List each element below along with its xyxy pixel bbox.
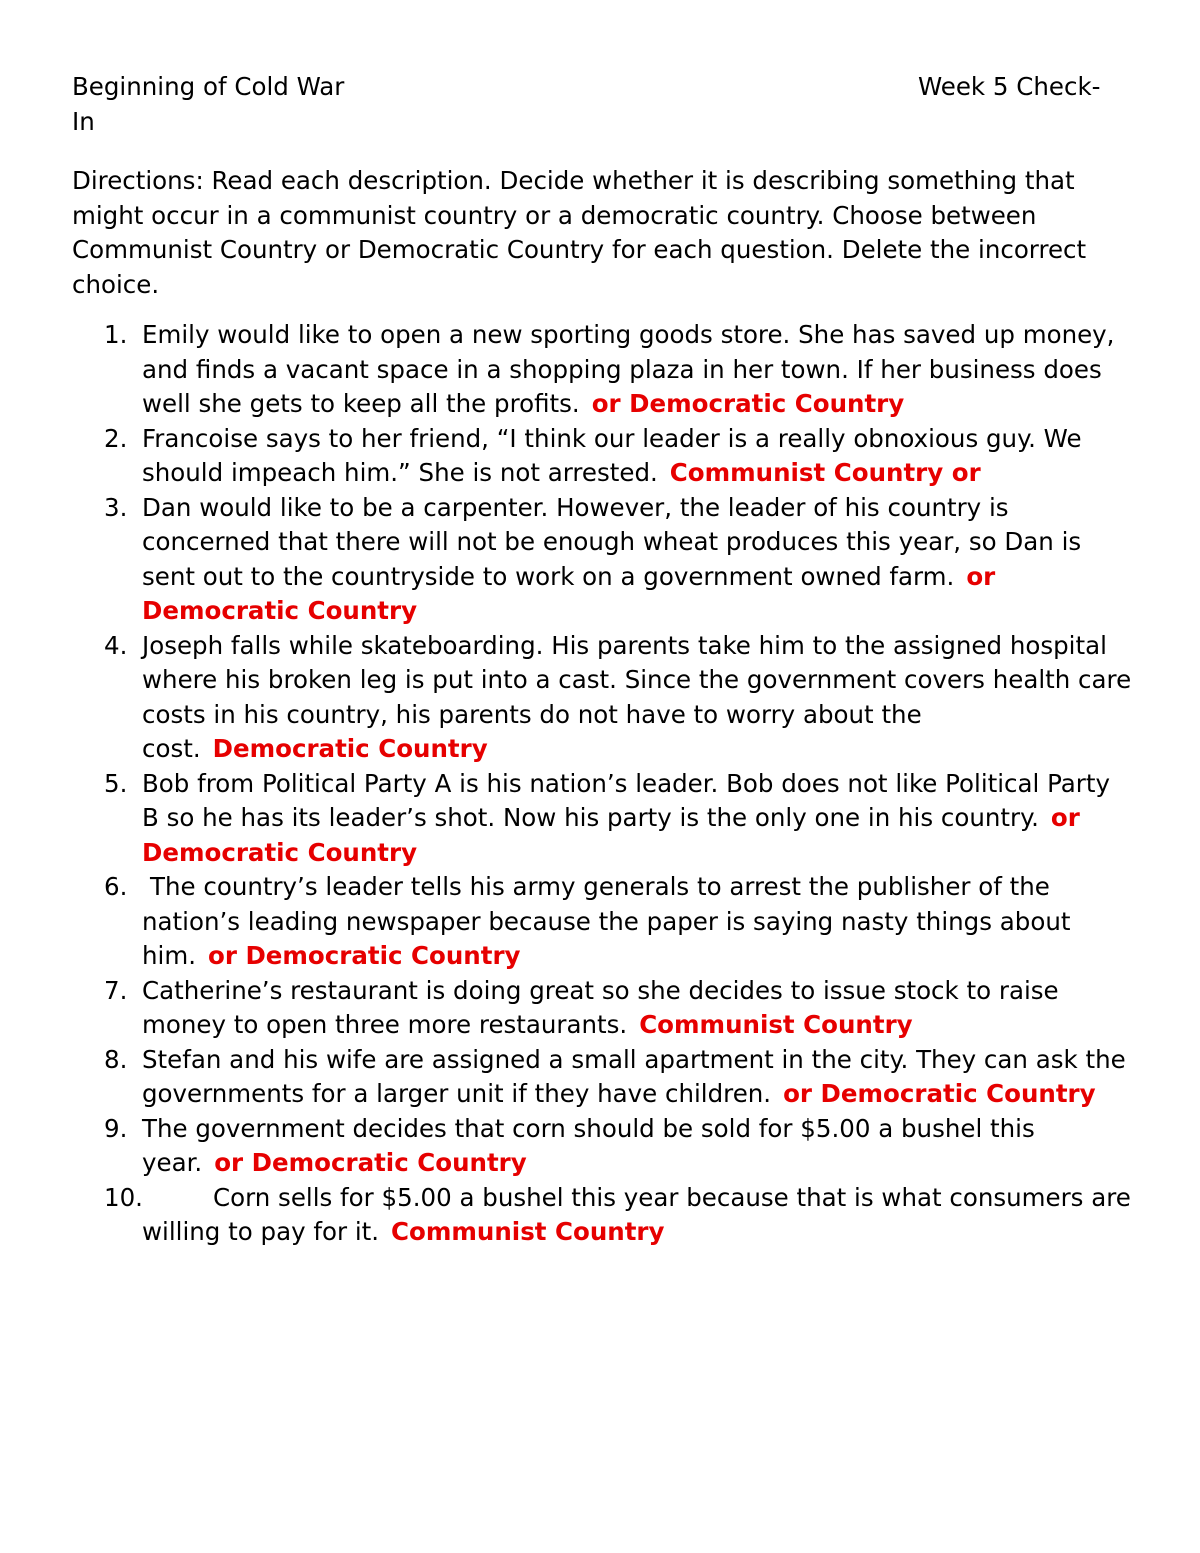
question-text: Dan would like to be a carpenter. However, the leader of his country is concerned that there will not be enough wheat produces this year, so Dan is sent out to the countryside to work on a government owned farm.: [142, 492, 1082, 591]
question-text: The government decides that corn should be sold for $5.00 a bushel this year.: [142, 1113, 1035, 1177]
question-text: Emily would like to open a new sporting goods store. She has saved up money, and finds a vacant space in a shopping plaza in her town. If her business does well she gets to keep all the profits.: [142, 320, 1115, 418]
answer-text[interactable]: or Democratic Country: [214, 1148, 527, 1177]
answer-text[interactable]: Communist Country: [391, 1217, 665, 1246]
directions-paragraph: Directions: Read each description. Decide whether it is describing something that might occur in a communist country or a democratic country. Choose between Communist Country or Democratic Country for each question. Delete the incorrect choice.: [72, 166, 1087, 299]
question-text: Francoise says to her friend, “I think our leader is a really obnoxious guy. We should impeach him.” She is not arrested.: [142, 423, 1082, 487]
question-number: 3.: [104, 492, 128, 522]
question-number: 6.: [104, 872, 128, 901]
answer-text[interactable]: Democratic Country: [212, 734, 488, 763]
question-item: [72, 491, 1132, 629]
question-item: [72, 422, 1132, 491]
question-text: Stefan and his wife are assigned a small apartment in the city. They can ask the governments for a larger unit if they have children.: [142, 1044, 1126, 1108]
question-item: [72, 1181, 1132, 1250]
question-item: [72, 870, 1132, 974]
question-number: 7.: [104, 975, 128, 1005]
question-item: [72, 1043, 1132, 1112]
document-header: [72, 70, 1128, 139]
answer-text[interactable]: or Democratic Country: [142, 561, 996, 625]
question-text: Catherine’s restaurant is doing great so she decides to issue stock to raise money to open three more restaurants.: [142, 975, 1059, 1039]
week-label: Week 5 Check-: [918, 72, 1101, 101]
question-number: 1.: [104, 320, 128, 349]
question-number: 8.: [104, 1044, 128, 1074]
answer-text[interactable]: or Democratic Country: [783, 1079, 1096, 1108]
question-item: [72, 1112, 1132, 1181]
question-item: [72, 767, 1132, 871]
question-item: [72, 318, 1132, 422]
question-item: [72, 629, 1132, 767]
question-number: 5.: [104, 768, 128, 798]
document-title: Beginning of Cold War: [72, 72, 345, 101]
question-number: 4.: [104, 630, 128, 660]
question-item: [72, 974, 1132, 1043]
question-text: The country’s leader tells his army generals to arrest the publisher of the nation’s leading newspaper because the paper is saying nasty things about him.: [142, 872, 1071, 970]
answer-text[interactable]: or Democratic Country: [591, 389, 905, 418]
answer-text[interactable]: Communist Country or: [669, 458, 981, 487]
question-text: Bob from Political Party A is his nation’s leader. Bob does not like Political Party B so he has its leader’s shot. Now his party is the only one in his country.: [142, 768, 1110, 832]
question-number: 10.: [104, 1182, 143, 1212]
answer-text[interactable]: or Democratic Country: [142, 803, 1080, 867]
question-number: 2.: [104, 423, 128, 453]
answer-text[interactable]: or Democratic Country: [208, 941, 521, 970]
answer-text[interactable]: Communist Country: [639, 1010, 913, 1039]
week-label-continued: In: [72, 106, 95, 136]
question-number: 9.: [104, 1113, 128, 1143]
question-list: [72, 318, 1132, 1250]
question-text: Corn sells for $5.00 a bushel this year because that is what consumers are willing to pay for it.: [142, 1182, 1131, 1246]
question-text: Joseph falls while skateboarding. His parents take him to the assigned hospital where his broken leg is put into a cast. Since the government covers health care costs in his country, his parents do not have to worry about the cost.: [142, 630, 1132, 763]
